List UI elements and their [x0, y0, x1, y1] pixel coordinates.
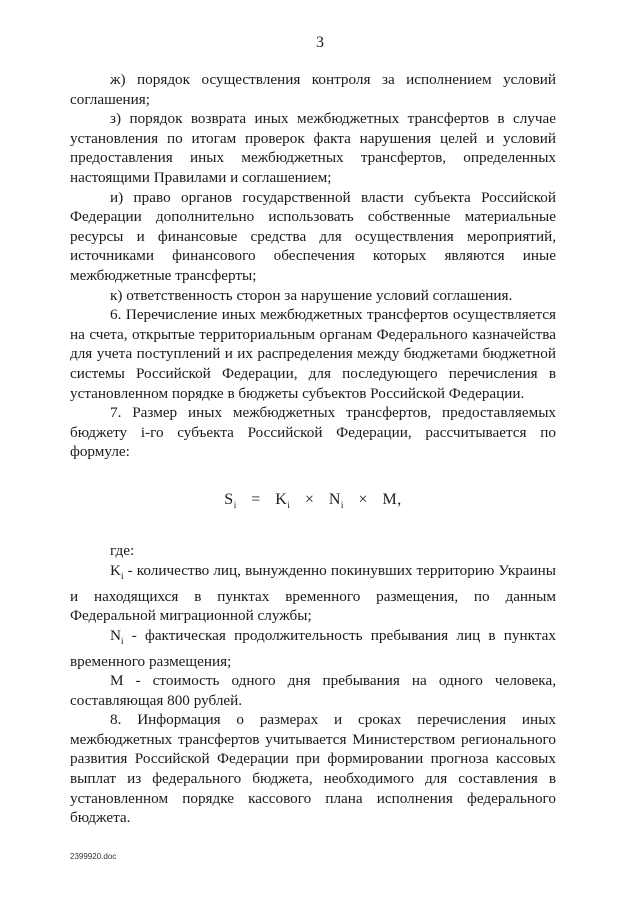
formula-equals: =	[251, 490, 261, 508]
document-body	[70, 70, 556, 828]
paragraph-k: к) ответственность сторон за нарушение условий соглашения.	[110, 286, 513, 304]
formula-times-1: ×	[304, 490, 315, 508]
paragraph-i: и) право органов государственной власти субъекта Российской Федерации дополнительно использовать собственные материальные ресурсы и финансовые средства для осуществления мероприятий, источниками финансового обеспечения которых являются иные межбюджетные трансферты;	[70, 188, 556, 284]
formula	[70, 490, 556, 516]
formula-n: $N_i$	[328, 490, 344, 510]
formula-s: $S_i$	[224, 490, 237, 510]
definition-k: $K_i$ - количество лиц, вынужденно покинувших территорию Украины и находящихся в пунктах временного размещения, по данным Федеральной миграционной службы;	[70, 562, 556, 625]
paragraph-6: 6. Перечисление иных межбюджетных трансфертов осуществляется на счета, открытые территориальным органам Федерального казначейства для учета поступлений и их распределения между бюджетами бюджетной системы Российской Федерации, для последующего перечисления в установленном порядке в бюджеты субъектов Российской Федерации.	[70, 306, 556, 402]
definition-m: M - стоимость одного дня пребывания на одного человека, составляющая 800 рублей.	[70, 672, 556, 709]
formula-k: $K_i$	[275, 490, 291, 510]
formula-times-2: ×	[358, 490, 368, 508]
paragraph-zh: ж) порядок осуществления контроля за исполнением условий соглашения;	[70, 71, 556, 108]
footer-filename: 2399920.doc	[70, 852, 117, 861]
where-label: где:	[110, 542, 135, 560]
formula-m: M,	[382, 490, 402, 508]
definition-n: $N_i$ - фактическая продолжительность пребывания лиц в пунктах временного размещения;	[70, 626, 556, 670]
page-number: 3	[316, 34, 324, 51]
paragraph-8: 8. Информация о размерах и сроках перечисления иных межбюджетных трансфертов учитывается Министерством регионального развития Российской Федерации при формировании прогноза кассовых выплат из федерального бюджета, необходимого для составления в установленном порядке кассового плана исполнения федерального бюджета.	[70, 711, 556, 827]
paragraph-z: з) порядок возврата иных межбюджетных трансфертов в случае установления по итогам проверок факта нарушения целей и условий предоставления иных межбюджетных трансфертов, определенных настоящими Правилами и соглашением;	[70, 110, 556, 186]
paragraph-7: 7. Размер иных межбюджетных трансфертов, предоставляемых бюджету i-го субъекта Российской Федерации, рассчитывается по формуле:	[70, 404, 556, 461]
